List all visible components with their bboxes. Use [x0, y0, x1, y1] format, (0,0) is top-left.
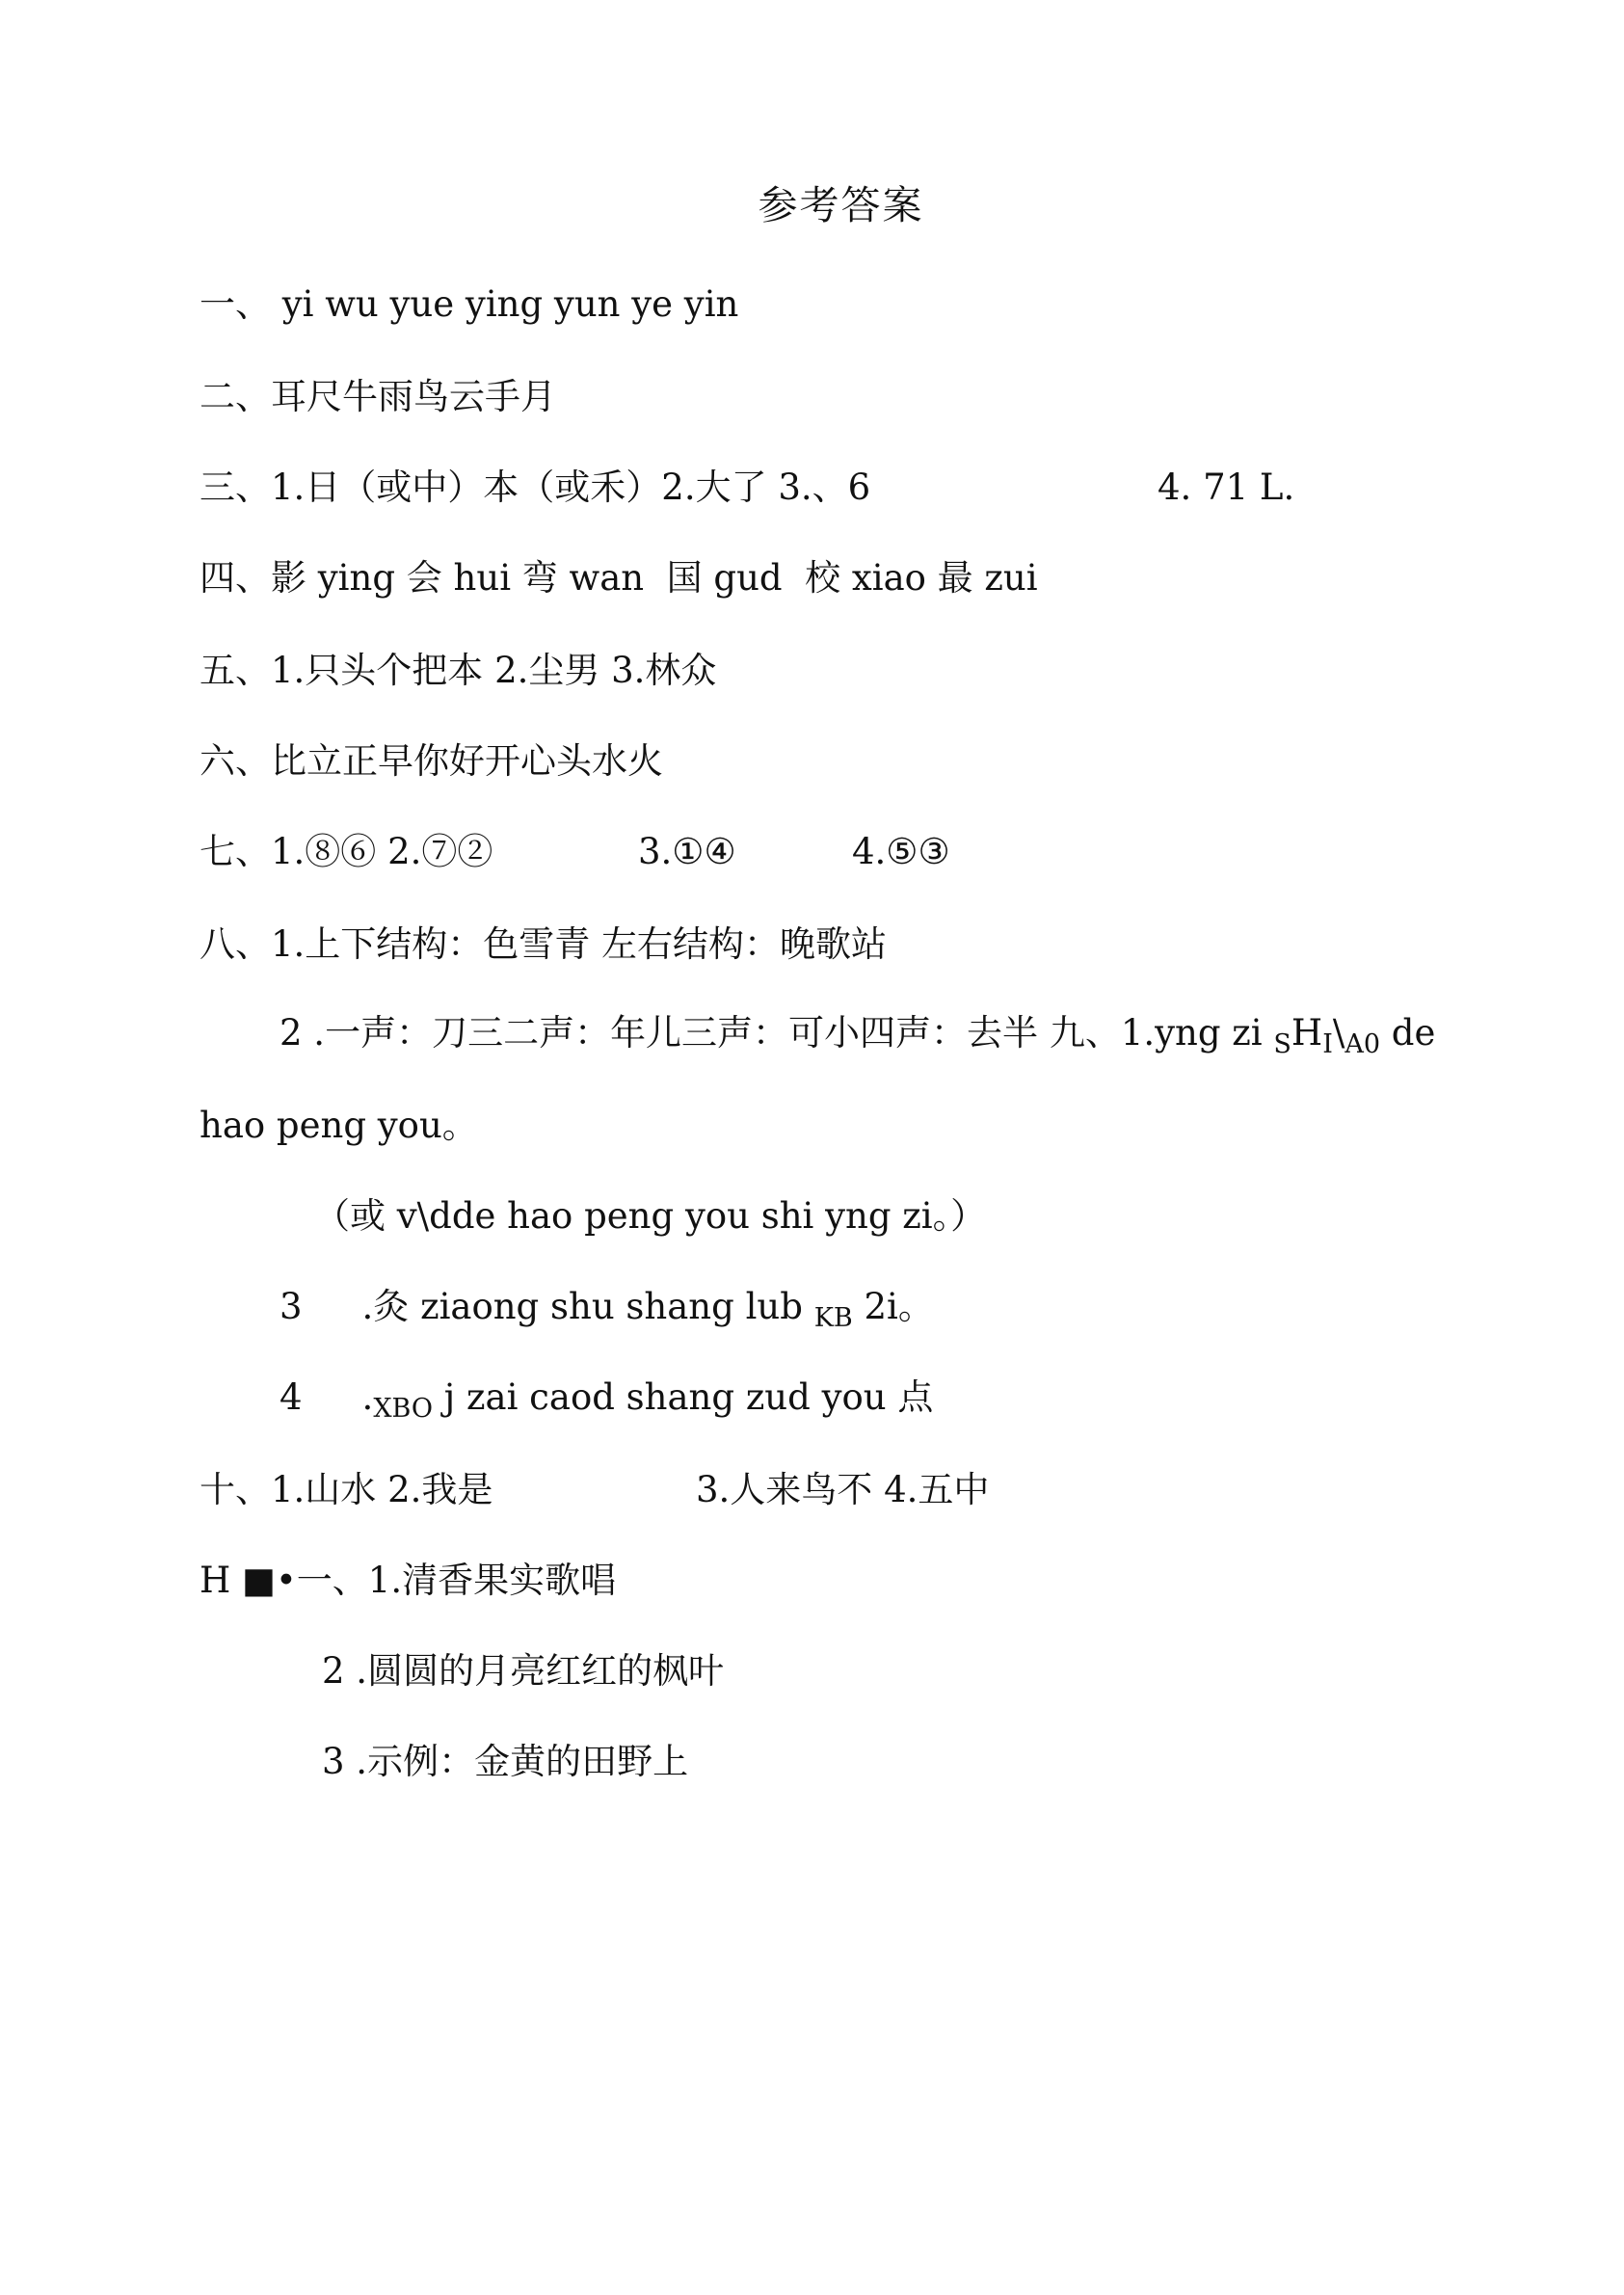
answer-section-11: H ■•一、1.清香果实歌唱 — [200, 1560, 617, 1601]
subscript-text: XBO — [373, 1394, 434, 1424]
answer-section-11-item-3: 3 .示例：金黄的田野上 — [322, 1741, 689, 1782]
answer-section-11-item-2: 2 .圆圆的月亮红红的枫叶 — [322, 1650, 725, 1692]
subscript-text: I — [1322, 1029, 1333, 1059]
answer-section-1: 一、 yi wu yue ying yun ye yin — [200, 283, 739, 325]
hanzi-text: 点 — [897, 1376, 934, 1418]
answer-section-10: 十、1.山水 2.我是 — [200, 1469, 493, 1510]
answer-section-4: 四、影 ying 会 hui 弯 wan 国 gud 校 xiao 最 zui — [200, 557, 1038, 599]
answer-section-3: 三、1.日（或中）本（或禾）2.大了 3.、6 — [200, 467, 871, 508]
answer-section-7-item-4: 4.⑤③ — [852, 831, 950, 872]
answer-section-5: 五、1.只头个把本 2.尘男 3.林众 — [200, 650, 717, 691]
item-number: 4 — [280, 1376, 303, 1418]
pinyin-text: de — [1380, 1012, 1436, 1054]
answer-section-9-continued: hao peng you。 — [200, 1105, 478, 1146]
garbled-text: \ — [1332, 1012, 1345, 1054]
pinyin-text: j zai caod shang zud you — [433, 1376, 898, 1418]
subscript-text: KB — [813, 1303, 853, 1333]
answer-section-2: 二、耳尺牛雨鸟云手月 — [200, 376, 556, 417]
pinyin-text: .灸 ziaong shu shang lub — [361, 1286, 814, 1327]
subscript-text: S — [1273, 1029, 1291, 1059]
page-title: 参考答案 — [758, 182, 924, 228]
answer-section-10-items-3-4: 3.人来鸟不 4.五中 — [696, 1469, 990, 1510]
answer-section-8: 八、1.上下结构：色雪青 左右结构：晚歌站 — [200, 923, 888, 965]
subscript-text: A0 — [1344, 1029, 1381, 1059]
tone-answer-text: 2 .一声：刀三二声：年儿三声：可小四声：去半 九、1.yng zi — [280, 1012, 1263, 1054]
item-number: 3 — [280, 1286, 303, 1327]
answer-section-7-item-3: 3.①④ — [638, 831, 736, 872]
answer-section-9-alternative: （或 v\dde hao peng you shi yng zi。） — [314, 1195, 987, 1237]
garbled-text: H — [1291, 1012, 1323, 1054]
answer-section-7: 七、1.⑧⑥ 2.⑦② — [200, 831, 493, 872]
answer-section-8-item-2 — [280, 1012, 1435, 1058]
answer-section-9-item-4 — [280, 1376, 933, 1423]
answer-section-9-item-3 — [280, 1286, 934, 1332]
pinyin-text: 2i。 — [852, 1286, 934, 1327]
answer-section-3-item-4: 4. 71 L. — [1158, 467, 1295, 508]
dot-text: . — [361, 1376, 374, 1418]
answer-section-6: 六、比立正早你好开心头水火 — [200, 740, 663, 782]
